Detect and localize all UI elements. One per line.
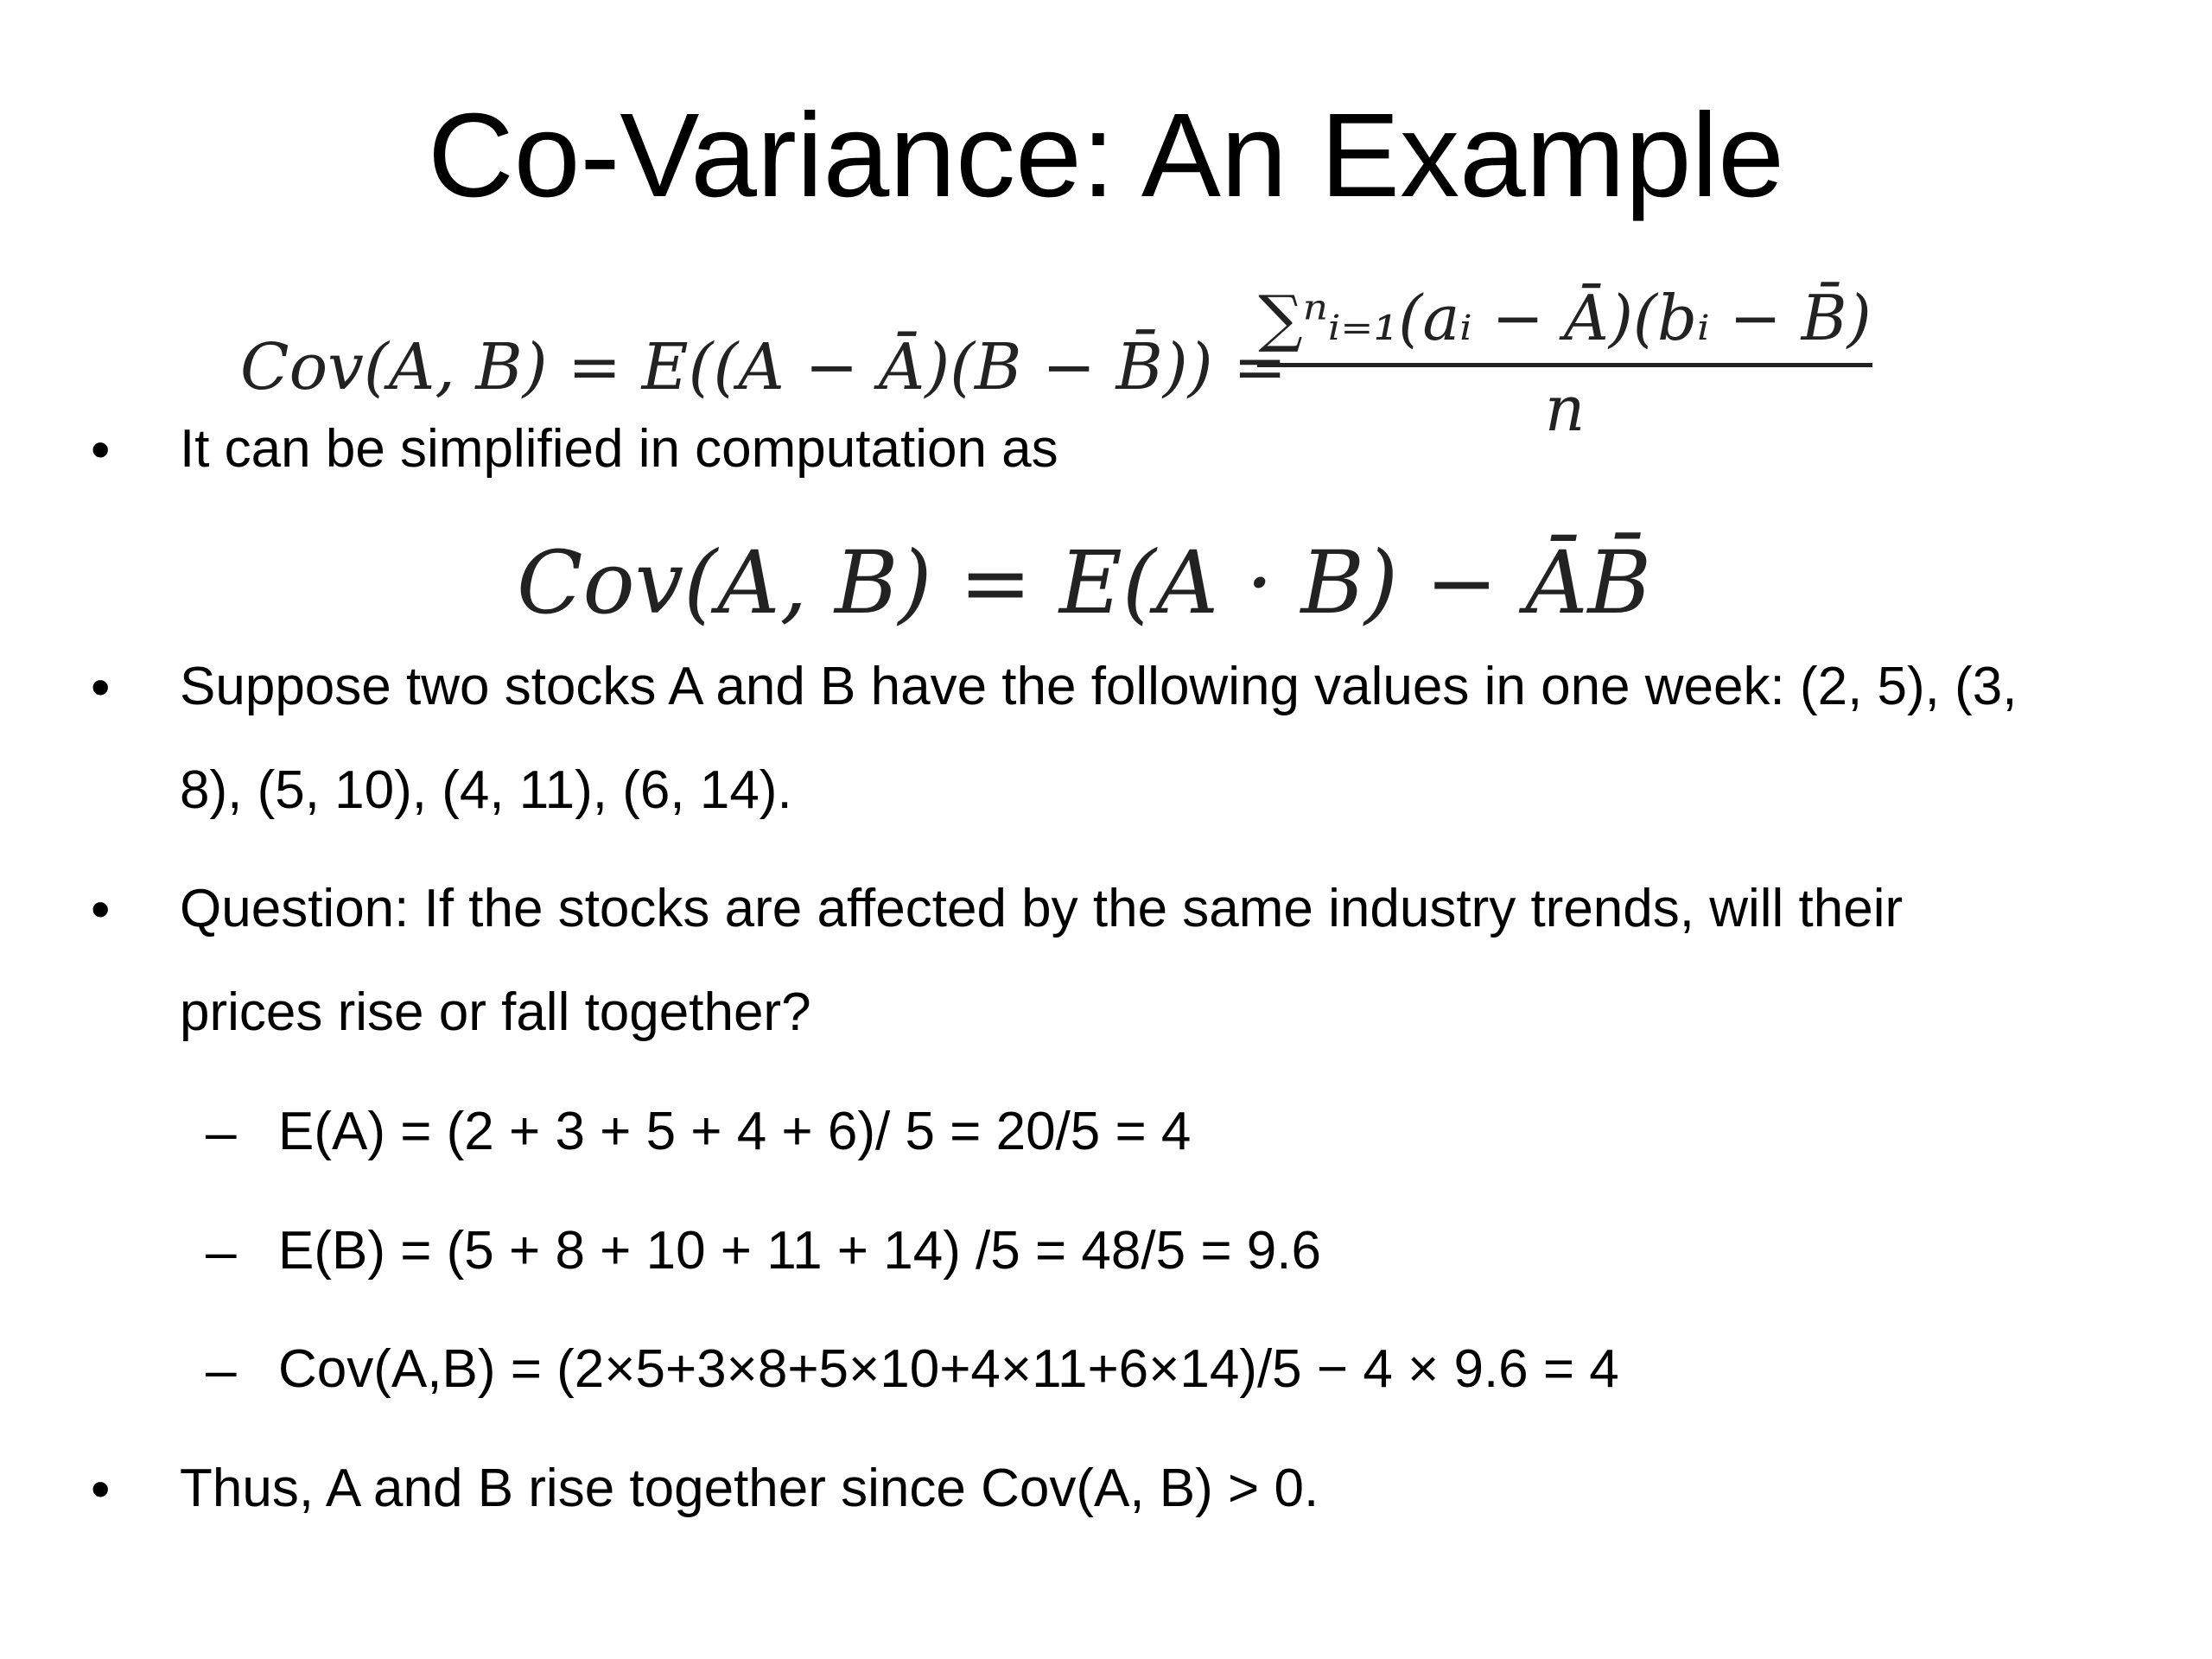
fraction-numerator: ∑ⁿᵢ₌₁(aᵢ − Ā)(bᵢ − B̄) — [1257, 278, 1872, 367]
bullet-text-question-line2: prices rise or fall together? — [180, 982, 811, 1042]
slide-title: Co-Variance: An Example — [428, 89, 1784, 222]
covariance-definition-formula: Cov(A, B) = E((A − Ā)(B − B̄)) = — [240, 330, 1287, 404]
fraction-denominator: n — [1544, 372, 1586, 445]
covariance-simplified-formula: Cov(A, B) = E(A · B) − ĀB̄ — [517, 532, 1652, 633]
subbullet-covariance: Cov(A,B) = (2×5+3×8+5×10+4×11+6×14)/5 − 4 × 9.6 = 4 — [278, 1339, 1619, 1399]
bullet-icon: • — [91, 878, 111, 940]
bullet-text-stocks-line1: Suppose two stocks A and B have the following values in one week: (2, 5), (3, — [180, 657, 2018, 716]
bullet-text-simplified: It can be simplified in computation as — [180, 419, 1058, 479]
bullet-icon: • — [91, 1458, 111, 1520]
covariance-fraction — [1257, 278, 1872, 450]
subbullet-mean-b: E(B) = (5 + 8 + 10 + 11 + 14) /5 = 48/5 = 9.6 — [278, 1221, 1321, 1281]
subbullet-mean-a: E(A) = (2 + 3 + 5 + 4 + 6)/ 5 = 20/5 = 4 — [278, 1102, 1192, 1161]
dash-icon: – — [206, 1101, 237, 1163]
dash-icon: – — [206, 1338, 237, 1401]
dash-icon: – — [206, 1220, 237, 1282]
bullet-text-question-line1: Question: If the stocks are affected by the same industry trends, will their — [180, 879, 1904, 938]
bullet-icon: • — [91, 418, 111, 480]
bullet-text-conclusion: Thus, A and B rise together since Cov(A, B) > 0. — [180, 1459, 1319, 1518]
bullet-text-stocks-line2: 8), (5, 10), (4, 11), (6, 14). — [180, 760, 792, 820]
bullet-icon: • — [91, 656, 111, 718]
